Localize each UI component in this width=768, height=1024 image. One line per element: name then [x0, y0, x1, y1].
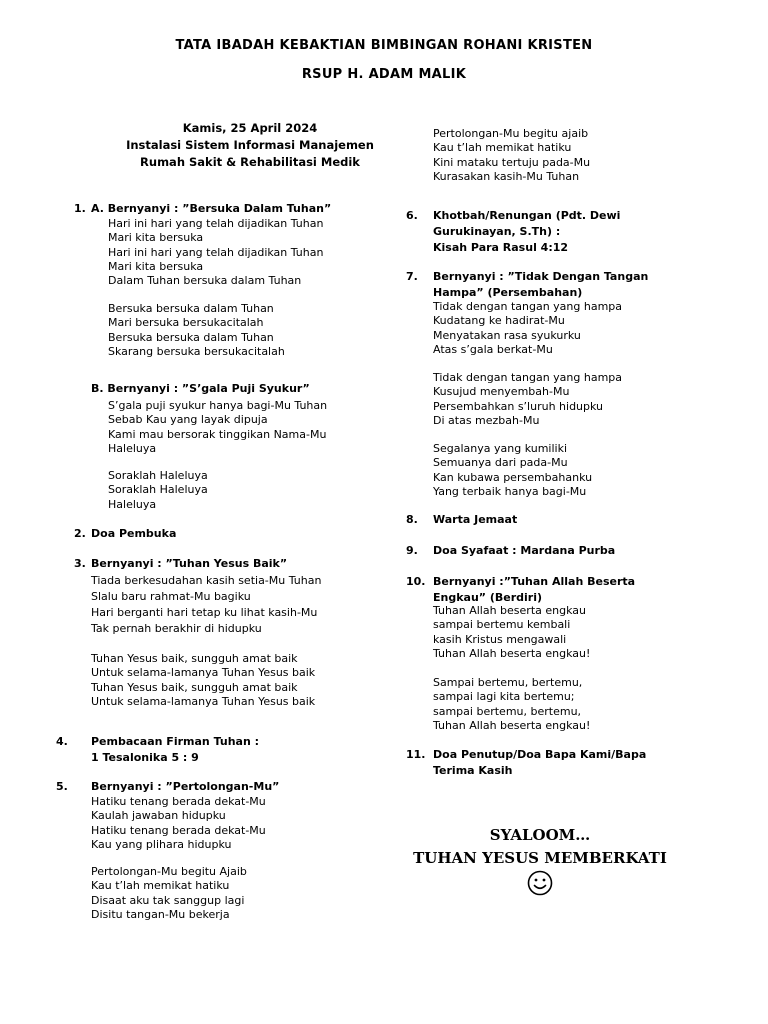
section-10-verse-1: Tuhan Allah beserta engkau sampai bertemu kembali kasih Kristus mengawali Tuhan Allah beserta engkau! [433, 604, 591, 660]
section-1a-verse-1: Hari ini hari yang telah dijadikan Tuhan Mari kita bersuka Hari ini hari yang telah dijadikan Tuhan Mari kita bersuka Dalam Tuhan bersuka dalam Tuhan [108, 217, 324, 288]
opening-prayer: Doa Pembuka [91, 527, 177, 540]
closing-greeting: SYALOOM… [489, 826, 591, 844]
section-1b-verse-2: Soraklah Haleluya Soraklah Haleluya Haleluya [108, 469, 208, 511]
item-number-8: 8. [406, 513, 418, 526]
closing-blessing: TUHAN YESUS MEMBERKATI [413, 849, 667, 867]
item-number-5: 5. [56, 780, 68, 793]
closing-prayer: Doa Penutup/Doa Bapa Kami/Bapa Terima Kasih [433, 748, 647, 777]
section-10-heading: Bernyanyi :”Tuhan Allah Beserta Engkau” (Berdiri) [433, 575, 636, 604]
item-number-4: 4. [56, 735, 68, 748]
announcements: Warta Jemaat [433, 513, 518, 526]
intro-line-1: Instalasi Sistem Informasi Manajemen [126, 138, 374, 152]
section-3-verse-1: Tiada berkesudahan kasih setia-Mu Tuhan Slalu baru rahmat-Mu bagiku Hari berganti hari tetap ku lihat kasih-Mu Tak pernah berakhir di hidupku [91, 574, 322, 635]
intro-block [80, 120, 420, 171]
bible-reading: Pembacaan Firman Tuhan : 1 Tesalonika 5 : 9 [91, 735, 260, 764]
document-title: TATA IBADAH KEBAKTIAN BIMBINGAN ROHANI KRISTEN [175, 38, 593, 53]
service-date: Kamis, 25 April 2024 [182, 121, 318, 135]
section-1a-verse-2: Bersuka bersuka dalam Tuhan Mari bersuka bersukacitalah Bersuka bersuka dalam Tuhan Skarang bersuka bersukacitalah [108, 302, 285, 358]
item-number-3: 3. [74, 557, 86, 570]
section-3-verse-2: Tuhan Yesus baik, sungguh amat baik Untuk selama-lamanya Tuhan Yesus baik Tuhan Yesus baik, sungguh amat baik Untuk selama-lamanya Tuhan Yesus baik [91, 652, 316, 708]
section-1b-heading: B. Bernyanyi : ”S’gala Puji Syukur” [91, 382, 310, 395]
section-3-heading: Bernyanyi : ”Tuhan Yesus Baik” [91, 557, 288, 570]
section-5-verse-3: Pertolongan-Mu begitu ajaib Kau t’lah memikat hatiku Kini mataku tertuju pada-Mu Kurasakan kasih-Mu Tuhan [433, 127, 591, 183]
intercession-prayer: Doa Syafaat : Mardana Purba [433, 544, 616, 557]
item-number-9: 9. [406, 544, 418, 557]
item-number-1: 1. [74, 202, 86, 215]
item-number-7: 7. [406, 270, 418, 283]
section-7-verse-3: Segalanya yang kumiliki Semuanya dari pada-Mu Kan kubawa persembahanku Yang terbaik hanya bagi-Mu [433, 442, 593, 498]
intro-line-2: Rumah Sakit & Rehabilitasi Medik [140, 155, 360, 169]
section-1b-verse-1: S’gala puji syukur hanya bagi-Mu Tuhan Sebab Kau yang layak dipuja Kami mau bersorak tinggikan Nama-Mu Haleluya [108, 399, 328, 455]
item-number-11: 11. [406, 748, 426, 761]
section-5-verse-2: Pertolongan-Mu begitu Ajaib Kau t’lah memikat hatiku Disaat aku tak sanggup lagi Disitu tangan-Mu bekerja [91, 865, 247, 921]
sermon: Khotbah/Renungan (Pdt. Dewi Gurukinayan, S.Th) : Kisah Para Rasul 4:12 [433, 209, 621, 254]
item-number-10: 10. [406, 575, 426, 588]
section-5-heading: Bernyanyi : ”Pertolongan-Mu” [91, 780, 280, 793]
document-subtitle: RSUP H. ADAM MALIK [301, 67, 467, 82]
item-number-6: 6. [406, 209, 418, 222]
section-7-verse-2: Tidak dengan tangan yang hampa Kusujud menyembah-Mu Persembahkan s’luruh hidupku Di atas mezbah-Mu [433, 371, 623, 427]
smiley-face-icon [527, 870, 553, 896]
section-5-verse-1: Hatiku tenang berada dekat-Mu Kaulah jawaban hidupku Hatiku tenang berada dekat-Mu Kau yang plihara hidupku [91, 795, 266, 851]
section-7-verse-1: Tidak dengan tangan yang hampa Kudatang ke hadirat-Mu Menyatakan rasa syukurku Atas s’gala berkat-Mu [433, 300, 623, 356]
item-number-2: 2. [74, 527, 86, 540]
section-7-heading: Bernyanyi : ”Tidak Dengan Tangan Hampa” (Persembahan) [433, 270, 649, 299]
section-1a-heading: A. Bernyanyi : ”Bersuka Dalam Tuhan” [91, 202, 332, 215]
section-10-verse-2: Sampai bertemu, bertemu, sampai lagi kita bertemu; sampai bertemu, bertemu, Tuhan Allah beserta engkau! [433, 676, 591, 732]
